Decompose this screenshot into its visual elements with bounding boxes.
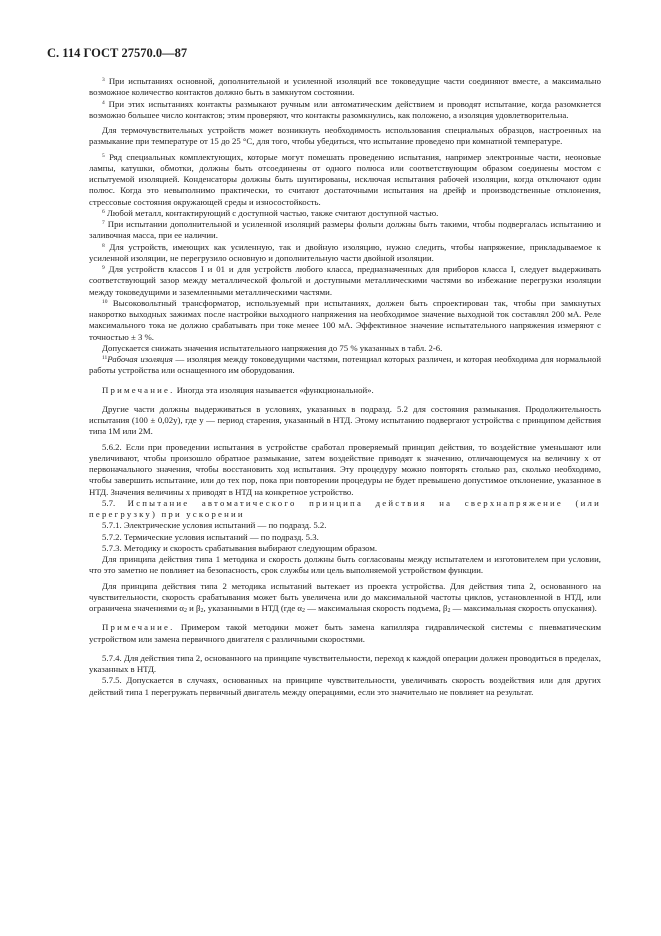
footnote-text: Ряд специальных комплектующих, которые могут помешать проведению испытания, например электронные части, неоновые лампы, катушки, обмотки, должны быть отсоединены от одного полюса или соответствующим образом соединены мостом с испытуемой изоляцией. Конденсаторы должны быть шунтированы, исключая испытания рабочей изоляции, когда отключают один полюс. Когда это невыполнимо практически, то считают достаточными испытания на дрейф и производственные отклонения, стрессовые состояния окружающей среды и износостойкость. — [89, 151, 601, 207]
footnote-marker: 7 — [102, 220, 105, 226]
footnote-text: Для устройств, имеющих как усиленную, так и двойную изоляцию, нужно следить, чтобы напряжение, прикладываемое к усиленной изоляции, не перегрузило основную и дополнительную части двойной изоляции. — [89, 241, 601, 263]
footnote-5 — [89, 152, 601, 208]
paragraph-5-7-1: 5.7.1. Электрические условия испытаний — по подразд. 5.2. — [102, 520, 327, 531]
subscript: 2 — [200, 608, 204, 614]
footnote-marker: 3 — [102, 77, 105, 83]
note-example — [89, 622, 601, 645]
footnote-marker: 9 — [102, 265, 105, 271]
paragraph-other-parts: Другие части должны выдерживаться в условиях, указанных в подразд. 5.2 для состояния размыкания. Продолжительность испытания (100 ± 0,02y), где у — период старения, указанный в НТД. Этому испытанию подвергают устройства с принципом действия типа 1М или 2М. — [89, 403, 601, 437]
subscript: 2 — [183, 608, 187, 614]
subscript: 2 — [302, 608, 305, 614]
footnote-text: Для устройств классов I и 01 и для устройств любого класса, предназначенных для приборов класса I, следует выдерживать соответствующий зазор между металлической фольгой и доступными металлическими частями во избежание перегрузки изоляции между токоведущими и заземленными металлическими частями. — [89, 264, 601, 297]
footnote-4 — [89, 99, 601, 122]
footnote-text: — изоляция между токоведущими частями, потенциал которых различен, и которая необходима для нормальной работы устройства или оснащенного им оборудования. — [89, 354, 602, 376]
footnote-9 — [89, 264, 601, 298]
footnote-text: Любой металл, контактирующий с доступной частью, также считают доступной частью. — [104, 207, 439, 218]
footnote-7 — [89, 219, 601, 242]
footnote-marker: 8 — [102, 242, 105, 249]
footnote-3 — [89, 76, 601, 99]
paragraph-thermo: Для термочувствительных устройств может возникнуть необходимость использования специальных образцов, настроенных на размыкание при температуре от 15 до 25 °С, для того, чтобы убедиться, что испытание проведено при комнатной температуре. — [89, 125, 601, 147]
footnote-6 — [89, 208, 601, 219]
section-number: 5.7. — [102, 497, 116, 508]
note-label: Примечание. — [102, 622, 175, 633]
footnote-10 — [89, 298, 601, 343]
paragraph-type-1: Для принципа действия типа 1 методика и скорость должны быть согласованы между испытателем и изготовителем при условии, что это заметно не повлияет на безопасность, срок службы или цель выполняемой устройством функции. — [89, 554, 601, 576]
footnote-text: При испытаниях основной, дополнительной и усиленной изоляций все токоведущие части соединяют вместе, а максимально возможное количество контактов должно быть в замкнутом состоянии. — [89, 76, 601, 98]
paragraph-reduce: Допускается снижать значения испытательного напряжения до 75 % указанных в табл. 2-6. — [102, 342, 443, 353]
text-span: Для принципа действия типа 2 методика испытаний вытекает из проекта устройства. Для действия типа 2, основанного на чувствительности, скорость срабатывания может быть увеличена или до максимальной частоты циклов, установленной в НТД, или ограничена значениями α — [89, 580, 601, 613]
paragraph-5-7-5: 5.7.5. Допускается в случаях, основанных на принципе чувствительности, увеличивать скорость воздействия или для других действий типа 1 перегружать первичный двигатель между операциями, если это значительно не повлияет на результат. — [89, 675, 601, 697]
paragraph-5-7-3: 5.7.3. Методику и скорость срабатывания выбирают следующим образом. — [102, 542, 378, 553]
text-span: , указанными в НТД (где α — [203, 603, 302, 613]
subscript: 2 — [447, 608, 451, 614]
footnote-marker: 11 — [102, 355, 108, 361]
text-span: и β — [186, 603, 201, 613]
footnote-8 — [89, 242, 601, 265]
note-functional — [89, 385, 601, 396]
heading-5-7 — [89, 498, 601, 521]
paragraph-type-2 — [89, 581, 601, 615]
section-title: Испытание автоматического принципа действия на сверхнапряжение (или перегрузку) при ускорении — [89, 497, 601, 519]
footnote-marker: 6 — [102, 208, 105, 215]
footnote-marker: 4 — [102, 99, 105, 106]
text-span: — максимальная скорость подъема, β — [305, 603, 448, 613]
footnote-text: Высоковольтный трансформатор, используемый при испытаниях, должен быть спроектирован так, чтобы при замкнутых накоротко выходных зажимах после настройки выходного напряжения на необходимое значение выходной ток составлял 200 мА. Реле максимального тока не должно срабатывать при токе менее 100 мА. Эффективное значение испытательного напряжения измеряют с точностью ± 3 %. — [89, 297, 601, 342]
document-body — [89, 76, 601, 698]
page-header: С. 114 ГОСТ 27570.0—87 — [47, 46, 188, 60]
footnote-11 — [89, 354, 601, 377]
footnote-marker: 5 — [102, 152, 105, 159]
text-span: — максимальная скорость опускания). — [450, 603, 597, 613]
paragraph-5-6-2: 5.6.2. Если при проведении испытания в устройстве сработал проверяемый принцип действия, то воздействие уменьшают или увеличивают, чтобы произошло обратное размыкание, затем воздействие приводят к значению, отличающемуся на величину x от первоначального значения, чтобы восстановить ход испытания. Эту процедуру можно повторять столько раз, сколько необходимо, чтобы завершить испытание, или до тех пор, пока при повторении процедуры не будет превышено допустимое отклонение, указанное в НТД. Значения величины x приводят в НТД на конкретное устройство. — [89, 441, 601, 497]
footnote-marker: 10 — [102, 298, 108, 305]
note-label: Примечание. — [102, 384, 175, 395]
note-text: Иногда эта изоляция называется «функциональной». — [174, 384, 374, 395]
paragraph-5-7-4: 5.7.4. Для действия типа 2, основанного на принципе чувствительности, переход к каждой операции должен проводиться в пределах, указанных в НТД. — [89, 652, 601, 674]
defined-term: Рабочая изоляция — [107, 354, 173, 364]
footnote-text: При этих испытаниях контакты размыкают ручным или автоматическим действием и проводят испытание, когда разомкнется возможно большее число контактов; этим проверяют, что контакты разомкнулись, как положено, а изоляция удовлетворительна. — [89, 98, 601, 120]
paragraph-5-7-2: 5.7.2. Термические условия испытаний — по подразд. 5.3. — [102, 531, 319, 542]
note-text: Примером такой методики может быть замена капилляра гидравлической системы с пневматическим устройством или замена первичного двигателя с различными скоростями. — [89, 622, 601, 644]
footnote-text: При испытании дополнительной и усиленной изоляций размеры фольги должны быть такими, чтобы подвергалась испытанию и заливочная масса, при ее наличии. — [89, 219, 601, 241]
